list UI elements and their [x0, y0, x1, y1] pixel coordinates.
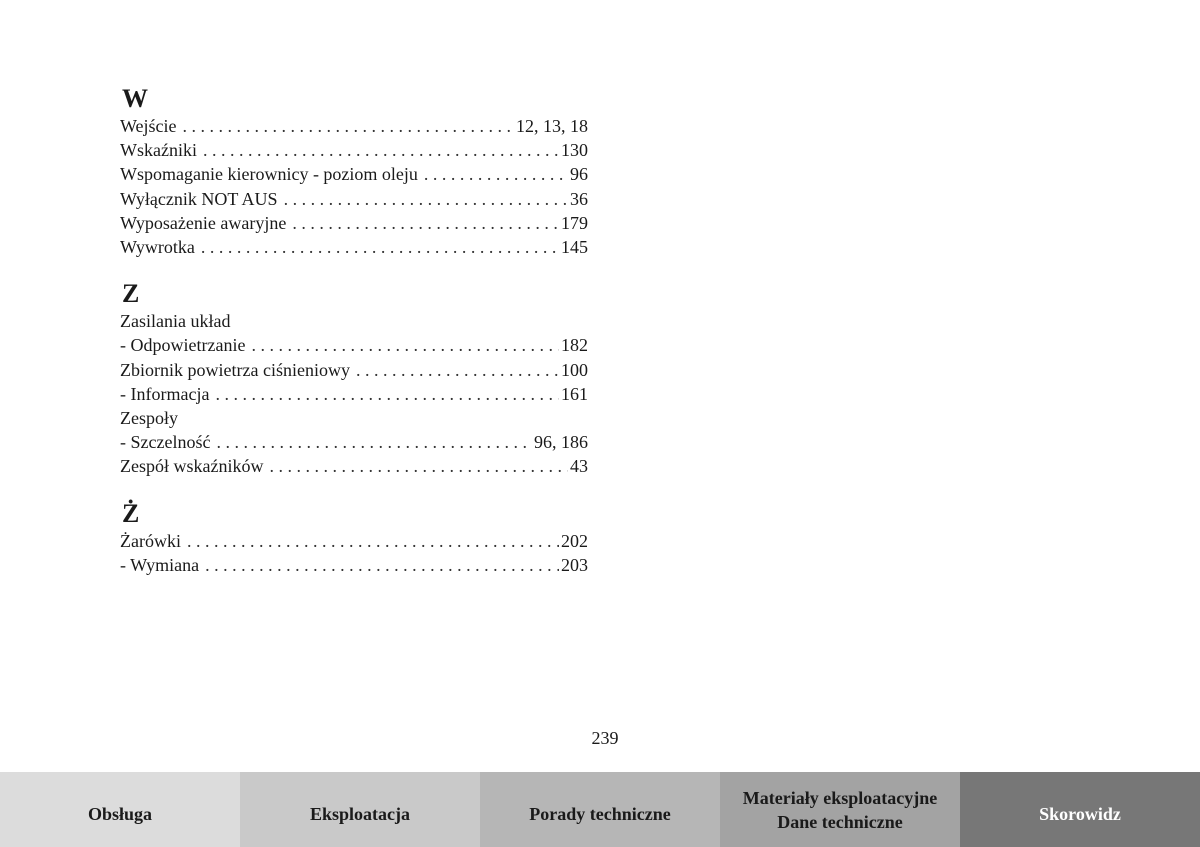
tab-label-line-2: Dane techniczne: [777, 811, 903, 832]
dot-leader: [269, 454, 568, 478]
entry-label: Wyłącznik NOT AUS: [120, 188, 278, 209]
index-entry: [120, 454, 588, 478]
dot-leader: [424, 162, 568, 186]
entry-pages: 96, 186: [534, 432, 588, 453]
entry-pages: 43: [570, 456, 588, 477]
dot-leader: [356, 358, 559, 382]
entry-pages: 161: [561, 383, 588, 404]
tab-label-line-1: Materiały eksploatacyjne: [742, 787, 938, 808]
dot-leader: [205, 553, 559, 577]
entry-pages: 96: [570, 164, 588, 185]
entry-label: - Wymiana: [120, 554, 200, 575]
index-entry: [120, 358, 588, 382]
section-letter: Z: [122, 279, 140, 309]
index-entry: [120, 162, 588, 186]
index-entry: [120, 211, 588, 235]
dot-leader: [187, 529, 559, 553]
entry-pages: 12, 13, 18: [516, 116, 588, 136]
entry-pages: 182: [561, 335, 588, 356]
index-entry: [120, 553, 588, 577]
tab-label: Porady techniczne: [529, 803, 671, 824]
index-section-z-dot: [120, 499, 588, 577]
tab-label: Eksploatacja: [309, 803, 410, 824]
tab-porady-techniczne[interactable]: [480, 772, 720, 847]
entry-label: - Szczelność: [120, 432, 211, 453]
tab-skorowidz[interactable]: [960, 772, 1200, 847]
entry-pages: 36: [570, 188, 588, 209]
index-entry: [120, 333, 588, 357]
entry-label: Wejście: [120, 116, 177, 136]
tab-label: Skorowidz: [1039, 803, 1121, 824]
dot-leader: [251, 333, 559, 357]
entry-pages: 130: [561, 140, 588, 161]
entry-label: Wskaźniki: [120, 140, 197, 161]
dot-leader: [215, 382, 559, 406]
entry-label: Wywrotka: [120, 237, 195, 258]
section-letter: W: [122, 84, 148, 113]
entry-label: Żarówki: [120, 530, 181, 551]
dot-leader: [292, 211, 559, 235]
index-entry: [120, 138, 588, 162]
tab-obsluga[interactable]: [0, 772, 240, 847]
index-entry: [120, 114, 588, 138]
entry-label: Zespół wskaźników: [120, 456, 264, 477]
tab-eksploatacja[interactable]: [240, 772, 480, 847]
entry-pages: 202: [561, 530, 588, 551]
index-entry: [120, 382, 588, 406]
entry-pages: 203: [561, 554, 588, 575]
entry-pages: 145: [561, 237, 588, 258]
index-section-z: [120, 279, 588, 478]
entry-label: Zasilania układ: [120, 311, 231, 332]
section-letter: Ż: [122, 498, 140, 528]
dot-leader: [183, 114, 514, 138]
index-section-w: [120, 84, 588, 259]
entry-label: Zbiornik powietrza ciśnieniowy: [120, 359, 350, 380]
index-entry: [120, 235, 588, 259]
entry-label: Wyposażenie awaryjne: [120, 212, 287, 233]
dot-leader: [203, 138, 559, 162]
entry-label: - Informacja: [120, 383, 210, 404]
index-column: [120, 84, 588, 597]
index-entry: [120, 406, 588, 430]
entry-pages: 100: [561, 359, 588, 380]
index-entry: [120, 430, 588, 454]
entry-label: Zespoły: [120, 408, 178, 429]
entry-pages: 179: [561, 212, 588, 233]
dot-leader: [284, 187, 568, 211]
tab-label: Obsługa: [87, 803, 153, 824]
index-entry: [120, 529, 588, 553]
entry-label: Wspomaganie kierownicy - poziom oleju: [120, 164, 418, 185]
entry-label: - Odpowietrzanie: [120, 335, 246, 356]
page-number: 239: [591, 728, 619, 748]
index-entry: [120, 187, 588, 211]
dot-leader: [201, 235, 559, 259]
chapter-tab-bar: [0, 772, 1200, 847]
index-entry: [120, 309, 588, 333]
tab-materialy-dane-techniczne[interactable]: [720, 772, 960, 847]
dot-leader: [216, 430, 532, 454]
